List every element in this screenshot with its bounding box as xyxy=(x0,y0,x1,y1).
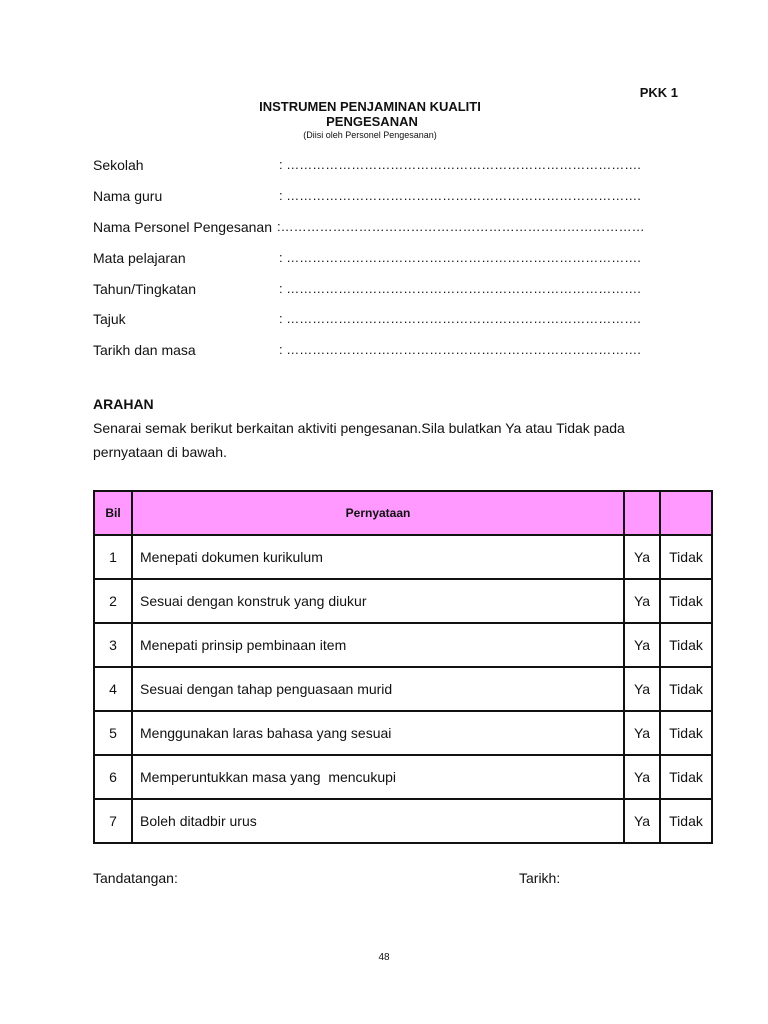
column-header-pernyataan: Pernyataan xyxy=(132,491,624,535)
option-ya[interactable]: Ya xyxy=(624,755,660,799)
field-label-tajuk: Tajuk xyxy=(93,311,126,327)
option-tidak[interactable]: Tidak xyxy=(660,755,712,799)
row-number: 5 xyxy=(94,711,132,755)
row-statement: Menepati dokumen kurikulum xyxy=(132,535,624,579)
table-row xyxy=(94,579,712,623)
table-row xyxy=(94,711,712,755)
table-row xyxy=(94,755,712,799)
row-number: 3 xyxy=(94,623,132,667)
option-ya[interactable]: Ya xyxy=(624,711,660,755)
field-value-mata-pelajaran[interactable]: : ………………………………………………………………………. xyxy=(279,250,641,265)
column-header-ya xyxy=(624,491,660,535)
option-tidak[interactable]: Tidak xyxy=(660,579,712,623)
row-statement: Sesuai dengan tahap penguasaan murid xyxy=(132,667,624,711)
row-statement: Menepati prinsip pembinaan item xyxy=(132,623,624,667)
table-row xyxy=(94,623,712,667)
table-row xyxy=(94,535,712,579)
checklist-table xyxy=(93,490,713,844)
option-ya[interactable]: Ya xyxy=(624,623,660,667)
option-ya[interactable]: Ya xyxy=(624,579,660,623)
field-value-sekolah[interactable]: : ………………………………………………………………………. xyxy=(279,157,641,172)
row-number: 7 xyxy=(94,799,132,843)
field-label-tahun-tingkatan: Tahun/Tingkatan xyxy=(93,281,196,297)
page-title: INSTRUMEN PENJAMINAN KUALITI xyxy=(259,99,481,114)
field-value-nama-guru[interactable]: : ………………………………………………………………………. xyxy=(279,188,641,203)
field-label-sekolah: Sekolah xyxy=(93,157,144,173)
page-number: 48 xyxy=(378,952,390,963)
row-number: 1 xyxy=(94,535,132,579)
row-statement: Memperuntukkan masa yang mencukupi xyxy=(132,755,624,799)
column-header-bil: Bil xyxy=(94,491,132,535)
option-tidak[interactable]: Tidak xyxy=(660,711,712,755)
field-value-tarikh-masa[interactable]: : ………………………………………………………………………. xyxy=(279,342,641,357)
option-ya[interactable]: Ya xyxy=(624,799,660,843)
row-statement: Boleh ditadbir urus xyxy=(132,799,624,843)
page-subtitle: (Diisi oleh Personel Pengesanan) xyxy=(303,130,437,140)
row-number: 4 xyxy=(94,667,132,711)
field-label-mata-pelajaran: Mata pelajaran xyxy=(93,250,186,266)
table-row xyxy=(94,799,712,843)
table-header-row xyxy=(94,491,712,535)
option-tidak[interactable]: Tidak xyxy=(660,667,712,711)
page-title-line2: PENGESANAN xyxy=(326,114,418,129)
signature-label: Tandatangan: xyxy=(93,870,178,886)
field-value-nama-personel[interactable]: :………………………………………………………………………… xyxy=(277,219,645,234)
option-ya[interactable]: Ya xyxy=(624,535,660,579)
table-row xyxy=(94,667,712,711)
column-header-tidak xyxy=(660,491,712,535)
field-label-tarikh-masa: Tarikh dan masa xyxy=(93,342,196,358)
option-tidak[interactable]: Tidak xyxy=(660,799,712,843)
row-statement: Menggunakan laras bahasa yang sesuai xyxy=(132,711,624,755)
field-label-nama-personel: Nama Personel Pengesanan xyxy=(93,219,273,235)
instructions-text: Senarai semak berikut berkaitan aktiviti pengesanan.Sila bulatkan Ya atau Tidak pada pernyataan di bawah. xyxy=(93,420,625,460)
field-label-nama-guru: Nama guru xyxy=(93,188,163,204)
field-value-tajuk[interactable]: : ………………………………………………………………………. xyxy=(279,311,641,326)
instructions-heading: ARAHAN xyxy=(93,396,154,412)
option-tidak[interactable]: Tidak xyxy=(660,623,712,667)
field-value-tahun-tingkatan[interactable]: : ………………………………………………………………………. xyxy=(279,281,641,296)
row-statement: Sesuai dengan konstruk yang diukur xyxy=(132,579,624,623)
option-tidak[interactable]: Tidak xyxy=(660,535,712,579)
row-number: 6 xyxy=(94,755,132,799)
form-code: PKK 1 xyxy=(639,85,678,100)
row-number: 2 xyxy=(94,579,132,623)
date-label: Tarikh: xyxy=(519,870,561,886)
option-ya[interactable]: Ya xyxy=(624,667,660,711)
